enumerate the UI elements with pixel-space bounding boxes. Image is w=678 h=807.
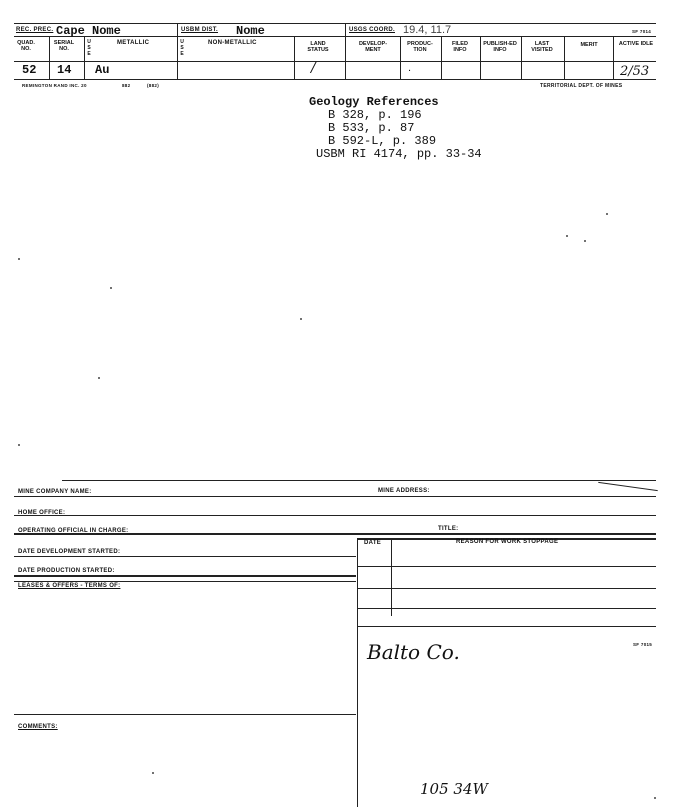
- form-line: [358, 608, 656, 609]
- scan-speck: [18, 258, 20, 260]
- col-land-status: LAND STATUS: [307, 41, 329, 53]
- scan-speck: [566, 235, 568, 237]
- scan-speck: [98, 377, 100, 379]
- handwritten-company: Balto Co.: [367, 640, 460, 664]
- header-divider-3: [14, 61, 656, 62]
- col-divider: [84, 36, 85, 79]
- code-2: (882): [147, 83, 160, 88]
- row-serial-no: 14: [57, 63, 72, 77]
- form-line: [14, 575, 356, 577]
- form-line-skew: [598, 482, 658, 491]
- scan-speck: [606, 213, 608, 215]
- scan-speck: [300, 318, 302, 320]
- form-line: [14, 496, 656, 497]
- col-use-right: U S E: [180, 39, 184, 57]
- printer-credit: REMINGTON RAND INC. 20: [22, 83, 87, 88]
- home-office-label: HOME OFFICE:: [18, 510, 66, 516]
- form-number: SF 7014: [632, 29, 652, 34]
- header-vline: [345, 23, 346, 79]
- col-divider: [564, 36, 565, 79]
- col-divider: [613, 36, 614, 79]
- usgs-coord-value: 19.4, 11.7: [403, 24, 452, 36]
- col-published-info: PUBLISH-ED INFO: [483, 41, 517, 53]
- operating-official-label: OPERATING OFFICIAL IN CHARGE:: [18, 528, 129, 534]
- col-divider: [521, 36, 522, 79]
- row-metallic: Au: [95, 63, 110, 77]
- usbm-dist-value: Nome: [236, 24, 265, 38]
- form-line: [62, 480, 656, 481]
- date-development-label: DATE DEVELOPMENT STARTED:: [18, 549, 121, 555]
- form-line: [14, 714, 356, 715]
- form-line: [14, 515, 656, 516]
- code-1: 882: [122, 83, 131, 88]
- title-label: TITLE:: [438, 526, 459, 532]
- form-line: [358, 566, 656, 567]
- reference-item: B 533, p. 87: [328, 121, 415, 135]
- date-column-label: DATE: [364, 540, 382, 546]
- header-divider-4: [14, 79, 656, 80]
- comments-label: COMMENTS:: [18, 724, 58, 730]
- col-metallic: METALLIC: [117, 40, 150, 46]
- form-line: [14, 581, 356, 582]
- rec-prec-label: REC. PREC.: [16, 27, 54, 33]
- reason-column-label: REASON FOR WORK STOPPAGE: [456, 539, 559, 545]
- reference-item: B 592-L, p. 389: [328, 134, 437, 148]
- rec-prec-value: Cape Nome: [56, 24, 121, 38]
- date-production-label: DATE PRODUCTION STARTED:: [18, 568, 115, 574]
- col-last-visited: LAST VISITED: [531, 41, 553, 53]
- row-active-idle: 2/53: [620, 64, 650, 79]
- date-column-divider: [391, 538, 392, 616]
- form-line: [14, 556, 356, 557]
- form-line: [358, 588, 656, 589]
- center-divider: [357, 538, 358, 807]
- col-development: DEVELOP-MENT: [358, 41, 388, 53]
- scan-speck: [110, 287, 112, 289]
- usgs-coord-label: USGS COORD.: [349, 27, 395, 33]
- row-quad-no: 52: [22, 63, 37, 77]
- reference-item: B 328, p. 196: [328, 108, 422, 122]
- col-serial-no: SERIAL NO.: [53, 40, 75, 52]
- form-number-2: SF 7015: [633, 642, 653, 647]
- mine-company-name-label: MINE COMPANY NAME:: [18, 489, 92, 495]
- leases-label: LEASES & OFFERS - TERMS OF:: [18, 583, 121, 589]
- col-non-metallic: NON-METALLIC: [208, 40, 257, 46]
- row-production: .: [408, 62, 412, 74]
- scan-speck: [654, 797, 656, 799]
- reference-item: USBM RI 4174, pp. 33-34: [316, 147, 482, 161]
- col-production: PRODUC-TION: [407, 41, 433, 53]
- handwritten-number: 105 34W: [420, 780, 488, 798]
- col-divider: [294, 36, 295, 79]
- mine-address-label: MINE ADDRESS:: [378, 488, 430, 494]
- col-divider: [400, 36, 401, 79]
- references-title: Geology References: [309, 95, 439, 109]
- scan-speck: [18, 444, 20, 446]
- form-line: [358, 626, 656, 627]
- col-use-left: U S E: [87, 39, 91, 57]
- scan-speck: [584, 240, 586, 242]
- col-filed-info: FILED INFO: [452, 41, 468, 53]
- usbm-dist-label: USBM DIST.: [181, 27, 219, 33]
- col-active-idle: ACTIVE IDLE: [618, 41, 654, 47]
- col-divider: [480, 36, 481, 79]
- row-land-status: /: [311, 60, 316, 76]
- header-vline: [177, 23, 178, 79]
- col-merit: MERIT: [580, 42, 598, 48]
- col-quad-no: QUAD. NO.: [17, 40, 35, 52]
- col-divider: [441, 36, 442, 79]
- scan-speck: [152, 772, 154, 774]
- department: TERRITORIAL DEPT. OF MINES: [540, 83, 623, 89]
